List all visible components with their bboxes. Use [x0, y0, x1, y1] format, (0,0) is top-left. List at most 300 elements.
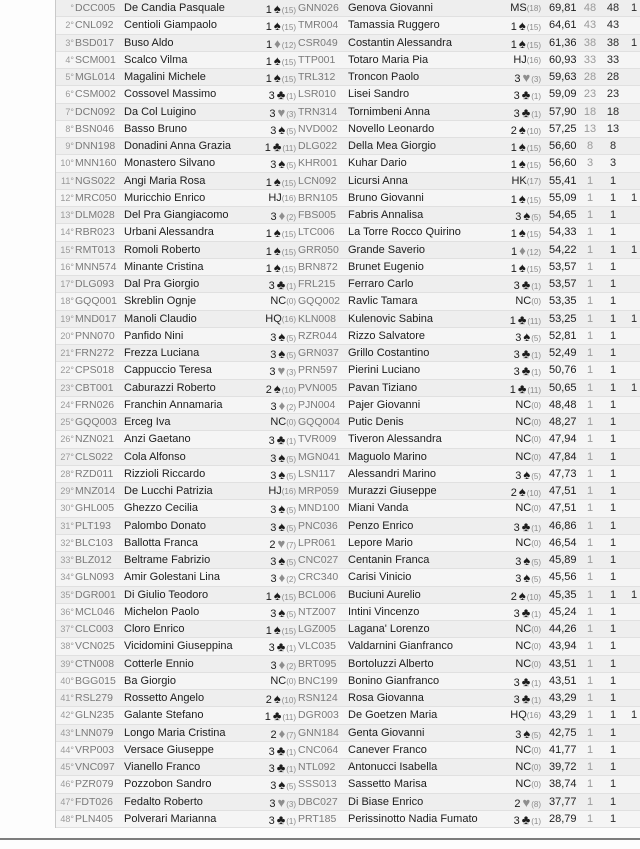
player-1-name: Rizzioli Riccardo	[124, 467, 206, 480]
value-1: 1	[586, 278, 594, 290]
player-1-name: Da Col Luigino	[124, 105, 197, 118]
value-3: 1	[630, 588, 638, 601]
value-2: 1	[609, 605, 617, 618]
bid-level: 1	[265, 625, 272, 637]
value-1: 1	[586, 295, 594, 308]
spade-icon: ♠	[278, 501, 286, 517]
bid-level: HJ	[268, 191, 282, 204]
club-icon: ♣	[276, 639, 286, 655]
ranking-row	[56, 638, 640, 655]
player-2-name: Antonucci Isabella	[348, 761, 438, 773]
bid-level: 3	[270, 556, 277, 568]
bid-count: (11)	[527, 316, 541, 326]
heart-icon: ♥	[522, 70, 531, 85]
rank: 41°	[60, 693, 74, 703]
spade-icon: ♠	[523, 570, 531, 586]
player-2-bid	[475, 17, 541, 36]
spade-icon: ♠	[523, 208, 531, 223]
bid-count: (0)	[531, 642, 541, 652]
player-2-code: MND100	[298, 502, 340, 515]
value-1: 1	[586, 623, 594, 635]
club-icon: ♣	[272, 139, 282, 154]
value-1: 1	[586, 588, 594, 601]
bid-count: (0)	[531, 504, 541, 514]
player-2-bid	[475, 276, 541, 295]
value-1: 13	[583, 122, 597, 135]
value-2: 1	[609, 209, 617, 221]
spade-icon: ♠	[278, 449, 286, 465]
bid-count: (15)	[526, 23, 541, 33]
rank: 36°	[60, 606, 74, 617]
player-2-code: CSR049	[298, 36, 338, 49]
player-2-name: Brunet Eugenio	[348, 260, 424, 273]
value-1: 1	[586, 519, 594, 532]
player-1-bid	[230, 155, 296, 174]
ranking-row	[56, 466, 640, 483]
player-1-bid	[230, 518, 296, 537]
player-1-code: CBT001	[75, 381, 114, 394]
value-1: 8	[586, 140, 594, 152]
bid-count: (1)	[286, 644, 296, 654]
player-1-name: Centioli Giampaolo	[124, 19, 217, 32]
score: 43,51	[549, 657, 577, 670]
player-2-code: VLC035	[298, 640, 336, 653]
diamond-icon: ♦	[278, 725, 286, 741]
value-1: 1	[586, 312, 594, 325]
value-1: 1	[586, 364, 594, 377]
bid-count: (18)	[526, 4, 541, 13]
player-2-bid	[475, 380, 541, 399]
player-1-bid	[230, 69, 296, 88]
spade-icon: ♠	[273, 173, 281, 189]
score: 41,77	[549, 743, 577, 756]
value-1: 1	[586, 416, 594, 428]
rank: 38°	[60, 641, 74, 652]
player-1-code: RBR023	[75, 226, 115, 239]
bid-count: (15)	[526, 264, 541, 274]
rank: 34°	[60, 572, 74, 583]
bid-level: 3	[268, 435, 275, 448]
value-1: 3	[586, 157, 594, 170]
player-2-bid	[475, 500, 541, 517]
player-1-bid	[230, 35, 296, 54]
bid-level: 3	[513, 90, 520, 103]
value-1: 1	[586, 778, 594, 791]
player-1-code: VNC097	[75, 761, 115, 773]
bid-count: (1)	[531, 696, 541, 705]
club-icon: ♣	[521, 811, 531, 827]
player-2-bid	[475, 224, 541, 243]
spade-icon: ♠	[523, 553, 531, 568]
player-2-code: LSN117	[298, 467, 336, 480]
score: 39,72	[549, 761, 577, 773]
bid-count: (16)	[526, 55, 541, 65]
bid-level: 1	[266, 38, 273, 51]
value-1: 1	[586, 260, 594, 273]
ranking-row	[56, 776, 640, 793]
player-1-bid	[230, 690, 296, 709]
bid-level: 1	[510, 159, 517, 172]
score: 60,93	[549, 53, 577, 66]
diamond-icon: ♦	[274, 35, 281, 51]
player-2-name: Maguolo Marino	[348, 450, 427, 463]
bid-count: (10)	[526, 126, 541, 136]
player-1-bid	[230, 776, 296, 795]
player-2-name: Valdarnini Gianfranco	[348, 640, 453, 653]
player-1-bid	[230, 535, 296, 554]
player-2-name: Costantin Alessandra	[348, 36, 452, 49]
bid-count: (0)	[531, 538, 541, 548]
player-2-code: BRN872	[298, 260, 338, 273]
value-2: 1	[609, 554, 617, 566]
player-2-bid	[475, 794, 541, 813]
player-1-name: Angi Maria Rosa	[124, 174, 206, 187]
bid-count: (15)	[281, 264, 296, 274]
spade-icon: ♠	[278, 328, 286, 344]
bid-level: 3	[515, 573, 522, 586]
rank: 15°	[60, 244, 74, 255]
value-3: 1	[630, 381, 638, 394]
club-icon: ♣	[272, 708, 282, 724]
bid-level: 1	[265, 590, 272, 603]
ranking-row	[56, 104, 640, 121]
player-2-name: Kulenovic Sabina	[348, 312, 434, 325]
bid-level: HJ	[268, 485, 282, 497]
bid-count: (11)	[282, 713, 296, 723]
bid-count: (0)	[286, 297, 296, 307]
player-2-name: Genova Giovanni	[348, 2, 433, 14]
spade-icon: ♠	[273, 70, 281, 85]
value-1: 1	[586, 467, 594, 480]
player-2-bid	[475, 811, 541, 830]
value-2: 1	[609, 640, 617, 653]
player-1-code: DCC005	[75, 2, 116, 14]
score: 69,81	[549, 2, 577, 14]
score: 46,86	[549, 519, 577, 532]
bid-level: 3	[270, 504, 277, 517]
rank: 9°	[65, 141, 74, 151]
club-icon: ♣	[521, 518, 531, 534]
bid-level: 3	[515, 728, 522, 741]
value-1: 18	[583, 105, 597, 118]
value-3: 1	[630, 243, 638, 256]
score: 44,26	[549, 623, 577, 635]
score: 52,49	[549, 347, 577, 359]
player-2-name: Novello Leonardo	[348, 122, 435, 135]
diamond-icon: ♦	[278, 208, 286, 223]
value-1: 1	[586, 726, 594, 739]
rank: 5°	[65, 72, 74, 82]
ranking-row	[56, 276, 640, 293]
player-1-name: Del Pra Giangiacomo	[124, 209, 229, 221]
spade-icon: ♠	[273, 259, 281, 275]
value-2: 1	[609, 278, 617, 290]
diamond-icon: ♦	[278, 570, 286, 586]
player-2-bid	[475, 52, 541, 69]
player-2-bid	[475, 776, 541, 793]
bid-count: (1)	[531, 92, 541, 102]
value-2: 1	[609, 726, 617, 739]
bid-level: 1	[264, 711, 271, 724]
player-1-code: FRN026	[75, 398, 115, 411]
bid-level: 3	[269, 366, 276, 379]
value-1: 23	[583, 88, 597, 101]
player-1-bid	[230, 293, 296, 310]
rank: 3°	[65, 37, 74, 48]
bid-level: NC	[515, 433, 532, 446]
player-1-name: Ballotta Franca	[124, 536, 198, 549]
player-1-name: Scalco Vilma	[124, 53, 188, 66]
score: 43,51	[549, 674, 577, 687]
value-2: 1	[609, 243, 617, 256]
player-2-bid	[475, 707, 541, 724]
player-1-code: LNN079	[75, 726, 114, 739]
player-2-name: Bruno Giovanni	[348, 191, 424, 204]
rank: 45°	[60, 762, 74, 772]
bid-count: (1)	[286, 765, 296, 774]
spade-icon: ♠	[273, 1, 281, 16]
value-1: 1	[586, 226, 594, 239]
bid-level: 3	[270, 124, 277, 137]
player-1-code: PZR079	[75, 778, 114, 791]
bid-count: (5)	[286, 506, 296, 516]
player-1-name: Dal Pra Giorgio	[124, 278, 200, 290]
player-1-code: MNN574	[75, 260, 117, 273]
bid-level: 3	[268, 280, 275, 292]
score: 53,57	[549, 278, 577, 290]
player-2-code: NTZ007	[298, 605, 336, 618]
player-2-code: NVD002	[298, 122, 338, 135]
player-1-name: Beltrame Fabrizio	[124, 554, 211, 566]
ranking-row	[56, 311, 640, 328]
player-2-code: KLN008	[298, 312, 336, 325]
bid-count: (5)	[286, 609, 296, 619]
value-2: 8	[609, 140, 617, 152]
spade-icon: ♠	[278, 156, 286, 172]
player-2-bid	[475, 587, 541, 606]
value-2: 1	[609, 743, 617, 756]
score: 54,33	[549, 226, 577, 239]
bid-level: 3	[268, 90, 275, 103]
player-1-name: Donadini Anna Grazia	[124, 140, 232, 152]
value-2: 1	[609, 226, 617, 239]
bid-level: 1	[265, 262, 272, 275]
score: 55,09	[549, 191, 577, 204]
club-icon: ♣	[521, 673, 531, 689]
player-2-code: GQQ004	[298, 416, 341, 428]
player-2-bid	[475, 362, 541, 381]
player-1-code: RSL279	[75, 692, 113, 704]
bid-count: (5)	[531, 575, 541, 585]
bid-level: 3	[270, 573, 277, 586]
rank: 35°	[60, 589, 74, 600]
spade-icon: ♠	[278, 466, 286, 482]
player-2-name: Murazzi Giuseppe	[348, 485, 437, 497]
bid-level: 3	[515, 211, 522, 223]
ranking-row	[56, 500, 640, 517]
bid-level: 3	[270, 521, 277, 534]
player-1-bid	[230, 656, 296, 675]
player-1-code: CPS018	[75, 364, 115, 377]
player-2-name: Penzo Enrico	[348, 519, 414, 532]
player-2-bid	[475, 0, 541, 17]
score: 48,27	[549, 416, 577, 428]
player-2-bid	[475, 311, 541, 330]
player-1-bid	[230, 569, 296, 588]
value-2: 1	[609, 433, 617, 446]
value-2: 1	[609, 467, 617, 480]
bid-count: (3)	[286, 799, 296, 809]
heart-icon: ♥	[277, 794, 286, 810]
player-2-name: Totaro Maria Pia	[348, 53, 429, 66]
player-1-code: BLZ012	[75, 554, 112, 566]
value-1: 1	[586, 761, 594, 773]
player-1-code: NZN021	[75, 433, 115, 446]
bid-level: 2	[510, 124, 517, 137]
player-1-code: GQQ001	[75, 295, 118, 308]
bid-level: 1	[509, 383, 516, 396]
bid-level: 3	[270, 211, 277, 223]
score: 52,81	[549, 329, 577, 342]
ranking-row	[56, 207, 640, 224]
player-2-name: Putic Denis	[348, 416, 404, 428]
bid-count: (15)	[281, 6, 296, 15]
player-1-name: Polverari Marianna	[124, 812, 217, 825]
rank: 21°	[60, 348, 74, 358]
ranking-row	[56, 380, 640, 397]
bid-count: (15)	[526, 230, 541, 240]
player-2-name: Pierini Luciano	[348, 364, 421, 377]
player-2-name: Licursi Anna	[348, 174, 408, 187]
ranking-row	[56, 621, 640, 638]
player-2-bid	[475, 138, 541, 157]
rank: °	[70, 3, 74, 13]
bid-level: 3	[270, 607, 277, 620]
player-2-code: GQQ002	[298, 295, 341, 308]
spade-icon: ♠	[523, 328, 531, 344]
player-1-bid	[230, 380, 296, 399]
bid-count: (15)	[281, 75, 296, 84]
bid-level: HJ	[513, 53, 527, 66]
player-1-code: MND017	[75, 312, 117, 325]
heart-icon: ♥	[277, 535, 286, 551]
player-1-name: Magalini Michele	[124, 71, 206, 83]
bid-level: 1	[265, 73, 272, 85]
ranking-row	[56, 17, 640, 34]
bid-level: 3	[513, 349, 520, 361]
score: 53,35	[549, 295, 577, 308]
value-2: 1	[609, 795, 617, 808]
bid-count: (1)	[531, 678, 541, 688]
value-2: 38	[606, 36, 620, 49]
ranking-row	[56, 673, 640, 690]
bid-count: (7)	[286, 540, 296, 550]
bid-count: (1)	[531, 282, 541, 291]
value-2: 1	[609, 416, 617, 428]
player-1-name: Panfido Nini	[124, 329, 184, 342]
value-2: 1	[609, 502, 617, 515]
player-1-name: Di Giulio Teodoro	[124, 588, 209, 601]
bid-count: (5)	[531, 213, 541, 222]
player-2-bid	[475, 86, 541, 105]
value-2: 33	[606, 53, 620, 66]
score: 50,76	[549, 364, 577, 377]
player-1-code: DCN092	[75, 105, 116, 118]
rank: 25°	[60, 417, 74, 427]
bid-count: (1)	[531, 368, 541, 378]
player-2-bid	[475, 621, 541, 638]
ranking-row	[56, 431, 640, 448]
player-1-name: Cotterle Ennio	[124, 657, 194, 670]
bid-level: 1	[510, 21, 517, 34]
rank: 24°	[60, 399, 74, 410]
rank: 16°	[60, 261, 74, 272]
bid-level: 1	[510, 142, 517, 154]
player-2-bid	[475, 690, 541, 709]
player-2-code: BRN105	[298, 191, 338, 204]
player-2-name: Lisei Sandro	[348, 88, 410, 101]
value-2: 1	[609, 174, 617, 187]
player-1-bid	[230, 190, 296, 207]
bid-level: 3	[270, 452, 277, 465]
heart-icon: ♥	[522, 794, 531, 810]
club-icon: ♣	[521, 363, 531, 379]
player-1-name: Ghezzo Cecilia	[124, 502, 198, 515]
value-1: 43	[583, 19, 597, 32]
bid-level: 1	[510, 193, 517, 206]
player-2-code: TTP001	[298, 53, 336, 66]
player-2-name: Di Biase Enrico	[348, 795, 424, 808]
player-1-code: DLG093	[75, 278, 115, 290]
player-1-name: Manoli Claudio	[124, 312, 197, 325]
value-1: 48	[583, 2, 597, 14]
player-1-bid	[230, 604, 296, 623]
bid-level: 1	[265, 21, 272, 34]
ranking-table	[55, 0, 640, 828]
value-1: 1	[586, 381, 594, 394]
player-1-bid	[230, 173, 296, 192]
player-1-name: Anzi Gaetano	[124, 433, 191, 446]
score: 47,51	[549, 485, 577, 497]
bid-level: 3	[513, 607, 520, 620]
bid-level: 3	[515, 469, 522, 482]
ranking-row	[56, 328, 640, 345]
player-1-name: Palombo Donato	[124, 519, 206, 532]
value-2: 1	[609, 761, 617, 773]
player-2-bid	[475, 190, 541, 209]
player-2-bid	[475, 242, 541, 261]
player-1-bid	[230, 121, 296, 140]
ranking-row	[56, 345, 640, 362]
rank: 28°	[60, 468, 74, 479]
value-2: 1	[609, 329, 617, 342]
player-1-name: De Candia Pasquale	[124, 2, 225, 14]
bid-count: (15)	[526, 195, 541, 205]
ranking-row	[56, 173, 640, 190]
bid-count: (2)	[286, 575, 296, 585]
bid-level: 1	[510, 262, 517, 275]
ranking-row	[56, 449, 640, 466]
value-1: 1	[586, 674, 594, 687]
bid-count: (17)	[526, 176, 541, 186]
bid-count: (5)	[286, 471, 296, 481]
player-2-name: Genta Giovanni	[348, 726, 425, 739]
rank: 29°	[60, 486, 74, 496]
player-1-name: Vianello Franco	[124, 761, 201, 773]
value-2: 1	[609, 485, 617, 497]
club-icon: ♣	[521, 691, 531, 706]
rank: 43°	[60, 727, 74, 738]
